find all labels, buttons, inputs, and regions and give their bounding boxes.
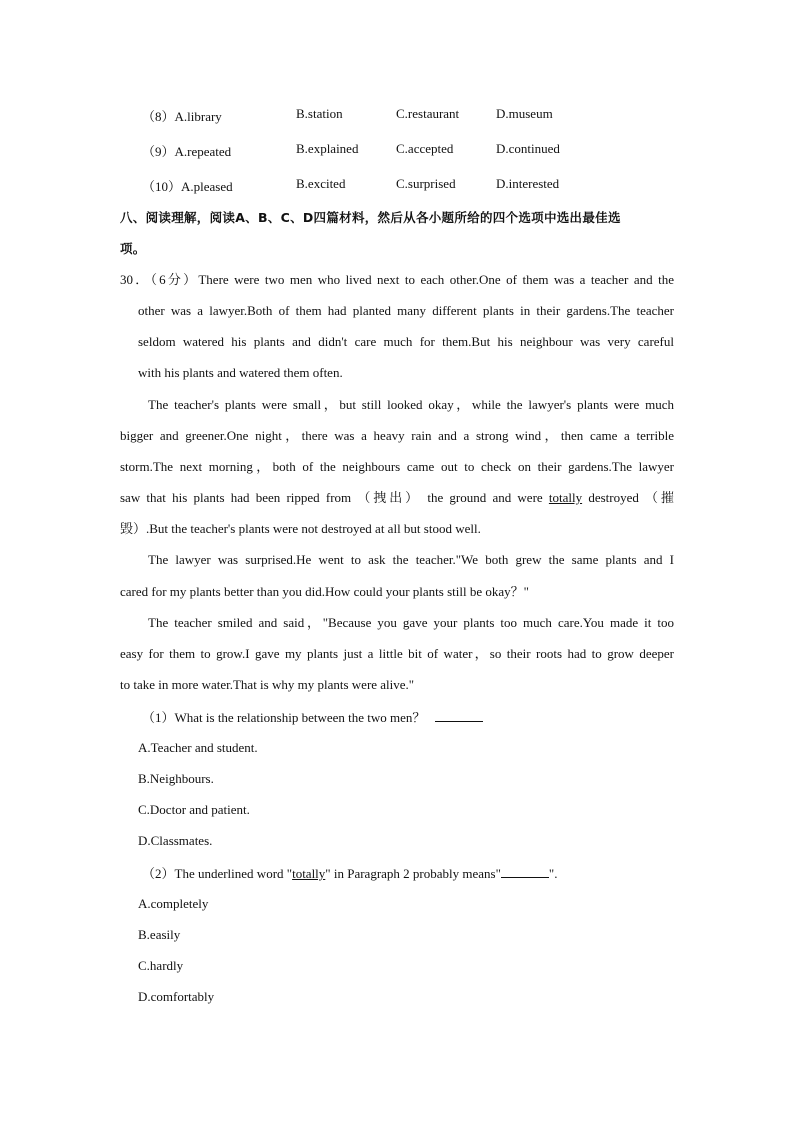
option-10-d: D.interested [496,176,560,191]
question-2-underlined: totally [292,866,326,881]
option-10-b: B.excited [296,176,346,191]
question-1-stem [142,709,483,726]
question-2-choice-b: B.easily [138,927,181,942]
passage-p3-line1: The lawyer was surprised.He went to ask the teacher."We both grew the same plants and I [148,552,674,567]
answer-blank-2[interactable] [501,865,549,878]
passage-p1-line2: other was a lawyer.Both of them had planted many different plants in their gardens.The teacher [138,303,674,318]
passage-p2-line4 [120,490,674,506]
question-1-choice-b: B.Neighbours. [138,771,214,786]
question-2-text-c: ". [548,866,558,881]
passage-p2-line1: The teacher's plants were small，but still looked okay，while the lawyer's plants were much [148,397,674,412]
question-2-text-b: " in Paragraph 2 probably means" [325,866,501,881]
question-1-text: （1）What is the relationship between the two men？ [142,710,426,725]
question-1-choice-c: C.Doctor and patient. [138,802,250,817]
passage-p3-line2: cared for my plants better than you did.How could your plants still be okay？" [120,584,529,599]
question-1-choice-d: D.Classmates. [138,833,213,848]
passage-p1-line3: seldom watered his plants and didn't care much for them.But his neighbour was very careful [138,334,674,349]
option-9-d: D.continued [496,141,560,156]
section-heading: 八、阅读理解，阅读A、B、C、D四篇材料，然后从各小题所给的四个选项中选出最佳选 [120,210,621,225]
passage-p2-line4-a: saw that his plants had been ripped from （拽出） the ground and were [120,490,543,505]
passage-p1-line1: 30．（6分）There were two men who lived next to each other.One of them was a teacher and the [120,272,674,287]
question-1-choice-a: A.Teacher and student. [138,740,258,755]
option-9-c: C.accepted [396,141,454,156]
question-2-choice-c: C.hardly [138,958,184,973]
question-2-stem [142,865,557,882]
passage-p4-line3: to take in more water.That is why my plants were alive." [120,677,415,692]
section-heading-cont: 项。 [120,241,146,256]
option-10-c: C.surprised [396,176,456,191]
answer-blank-1[interactable] [435,709,483,722]
passage-p1-line4: with his plants and watered them often. [138,365,343,380]
option-9-b: B.explained [296,141,359,156]
option-8-a: （8）A.library [142,109,222,124]
option-8-c: C.restaurant [396,106,460,121]
option-8-d: D.museum [496,106,553,121]
passage-p2-line2: bigger and greener.One night，there was a heavy rain and a strong wind，then came a terrible [120,428,674,443]
passage-p2-line3: storm.The next morning，both of the neighbours came out to check on their gardens.The lawyer [120,459,674,474]
underlined-word: totally [548,490,583,505]
passage-p4-line2: easy for them to grow.I gave my plants just a little bit of water，so their roots had to grow deeper [120,646,674,661]
question-2-text-a: （2）The underlined word " [142,866,293,881]
passage-p2-line4-b: destroyed （摧 [588,490,675,505]
option-10-a: （10）A.pleased [142,179,233,194]
question-2-choice-d: D.comfortably [138,989,215,1004]
option-9-a: （9）A.repeated [142,144,232,159]
option-8-b: B.station [296,106,343,121]
passage-p2-line5: 毁）.But the teacher's plants were not destroyed at all but stood well. [120,521,481,536]
passage-p4-line1: The teacher smiled and said，"Because you gave your plants too much care.You made it too [148,615,674,630]
question-2-choice-a: A.completely [138,896,209,911]
